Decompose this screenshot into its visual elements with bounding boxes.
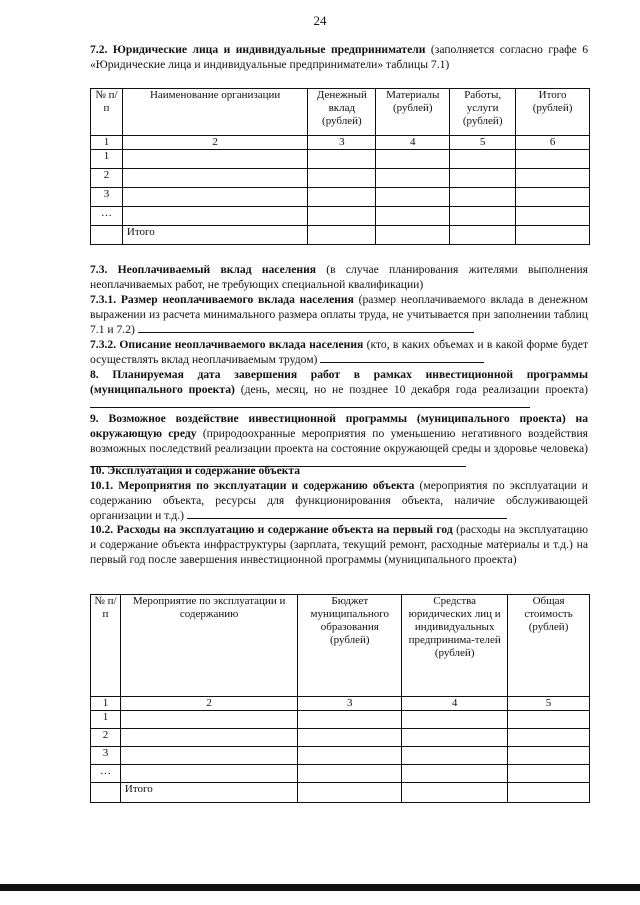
table1-col-number: 1 bbox=[91, 136, 123, 150]
cell bbox=[516, 226, 590, 245]
table1-col-number: 3 bbox=[308, 136, 376, 150]
cell bbox=[376, 207, 450, 226]
cell bbox=[122, 169, 307, 188]
cell bbox=[120, 747, 297, 765]
table2-header-cell: № п/п bbox=[91, 595, 121, 697]
table2-total-row bbox=[91, 783, 590, 803]
cell bbox=[508, 765, 590, 783]
section-7-3-2-text: (кто, в каких объемах и в какой форме будет осуществлять вклад неоплачиваемым трудом) bbox=[90, 338, 589, 366]
row-number: 3 bbox=[91, 747, 121, 765]
section-10-1-text: (мероприятия по эксплуатации и содержанию объекта, ресурсы для функционирования объекта, наличие обслуживающей организации и т.д.) bbox=[90, 479, 588, 522]
table2-col-number: 1 bbox=[91, 697, 121, 711]
section-10-title: 10. Эксплуатация и содержание объекта bbox=[90, 464, 301, 477]
table-row bbox=[91, 711, 590, 729]
table1-number-row bbox=[91, 136, 590, 150]
section-10-2 bbox=[90, 522, 588, 567]
table2-col-number: 4 bbox=[402, 697, 508, 711]
row-number: 2 bbox=[91, 169, 123, 188]
table2-header-row bbox=[91, 595, 590, 697]
cell bbox=[308, 188, 376, 207]
scan-edge-bar bbox=[0, 884, 640, 891]
cell bbox=[122, 207, 307, 226]
section-10 bbox=[90, 463, 588, 478]
section-7-3-2 bbox=[90, 337, 588, 367]
cell bbox=[298, 711, 402, 729]
cell bbox=[298, 783, 402, 803]
table2-col-number: 3 bbox=[298, 697, 402, 711]
cell bbox=[450, 169, 516, 188]
cell bbox=[308, 207, 376, 226]
row-number: 2 bbox=[91, 729, 121, 747]
row-number: … bbox=[91, 207, 123, 226]
table-row bbox=[91, 169, 590, 188]
cell bbox=[450, 226, 516, 245]
table-row bbox=[91, 188, 590, 207]
cell bbox=[376, 188, 450, 207]
cell bbox=[122, 188, 307, 207]
cell bbox=[516, 169, 590, 188]
section-7-2-text: (заполняется согласно графе 6 «Юридические лица и индивидуальные предприниматели» таблицы 7.1) bbox=[90, 43, 588, 71]
table1-col-number: 6 bbox=[516, 136, 590, 150]
section-7-3-title: 7.3. Неоплачиваемый вклад населения bbox=[90, 263, 317, 276]
cell bbox=[450, 188, 516, 207]
cell bbox=[450, 150, 516, 169]
row-number: … bbox=[91, 765, 121, 783]
cell bbox=[122, 150, 307, 169]
section-10-2-title: 10.2. Расходы на эксплуатацию и содержание объекта на первый год bbox=[90, 523, 453, 536]
table-row bbox=[91, 207, 590, 226]
total-label: Итого bbox=[120, 783, 297, 803]
section-7-2-number: 7.2. bbox=[90, 43, 108, 56]
section-10-1 bbox=[90, 478, 588, 523]
cell bbox=[298, 729, 402, 747]
section-9-title: 9. Возможное воздействие инвестиционной программы (муниципального проекта) на окружающую среду bbox=[90, 412, 588, 440]
cell bbox=[376, 226, 450, 245]
table1-header-cell: № п/п bbox=[91, 89, 123, 136]
answer-line[interactable] bbox=[320, 352, 484, 363]
table1-total-row bbox=[91, 226, 590, 245]
cell bbox=[120, 711, 297, 729]
table1-header-row bbox=[91, 89, 590, 136]
cell bbox=[516, 207, 590, 226]
table1-header-cell: Денежный вклад (рублей) bbox=[308, 89, 376, 136]
section-9-text: (природоохранные мероприятия по уменьшению негативного воздействия возможных последствий реализации проекта на состояние окружающей среды и здоровье человека) bbox=[90, 427, 588, 455]
cell bbox=[508, 747, 590, 765]
section-7-3-1 bbox=[90, 292, 588, 337]
cell bbox=[402, 747, 508, 765]
section-10-2-text: (расходы на эксплуатацию и содержание объекта инфраструктуры (зарплата, текущий ремонт, расходные материалы и т.д.) на первый год после завершения инвестиционной программы (муниципального проекта) bbox=[90, 523, 589, 566]
section-9 bbox=[90, 411, 588, 471]
section-7-2-title: Юридические лица и индивидуальные предприниматели bbox=[112, 43, 426, 56]
section-7-3-2-title: 7.3.2. Описание неоплачиваемого вклада населения bbox=[90, 338, 364, 351]
cell bbox=[298, 747, 402, 765]
cell bbox=[516, 188, 590, 207]
section-10-1-title: 10.1. Мероприятия по эксплуатации и содержанию объекта bbox=[90, 479, 415, 492]
cell bbox=[120, 729, 297, 747]
row-number: 1 bbox=[91, 150, 123, 169]
row-number: 3 bbox=[91, 188, 123, 207]
table2-header-cell: Мероприятие по эксплуатации и содержанию bbox=[120, 595, 297, 697]
table2-header-cell: Бюджет муниципального образования (рублей) bbox=[298, 595, 402, 697]
cell bbox=[508, 729, 590, 747]
table1-header-cell: Наименование организации bbox=[122, 89, 307, 136]
cell bbox=[402, 765, 508, 783]
cell bbox=[516, 150, 590, 169]
table-row bbox=[91, 747, 590, 765]
table2-col-number: 5 bbox=[508, 697, 590, 711]
table-row bbox=[91, 765, 590, 783]
cell bbox=[402, 783, 508, 803]
answer-line[interactable] bbox=[138, 322, 474, 333]
answer-line[interactable] bbox=[187, 508, 507, 519]
section-7-3-text: (в случае планирования жителями выполнения неоплачиваемых работ, не требующих специальной квалификации) bbox=[90, 263, 588, 291]
total-label: Итого bbox=[122, 226, 307, 245]
table2-col-number: 2 bbox=[120, 697, 297, 711]
cell bbox=[376, 169, 450, 188]
cell bbox=[508, 783, 590, 803]
cell bbox=[308, 226, 376, 245]
table1-header-cell: Материалы (рублей) bbox=[376, 89, 450, 136]
table1-col-number: 5 bbox=[450, 136, 516, 150]
cell bbox=[91, 226, 123, 245]
row-number: 1 bbox=[91, 711, 121, 729]
section-8 bbox=[90, 367, 588, 412]
cell bbox=[376, 150, 450, 169]
page-number: 24 bbox=[313, 13, 327, 28]
table1-header-cell: Итого (рублей) bbox=[516, 89, 590, 136]
legal-entities-table bbox=[90, 88, 590, 245]
section-7-3-1-text: (размер неоплачиваемого вклада в денежном выражении из расчета минимального размера оплаты труда, не учитывается при заполнении таблиц 7.1 и 7.2) bbox=[90, 293, 588, 336]
section-8-title: 8. Планируемая дата завершения работ в рамках инвестиционной программы (муниципального проекта) bbox=[90, 368, 588, 396]
table-row bbox=[91, 729, 590, 747]
table2-header-cell: Общая стоимость (рублей) bbox=[508, 595, 590, 697]
table-row bbox=[91, 150, 590, 169]
answer-line[interactable] bbox=[90, 397, 530, 408]
section-8-text: (день, месяц, но не позднее 10 декабря года реализации проекта) bbox=[234, 383, 588, 396]
cell bbox=[450, 207, 516, 226]
cell bbox=[298, 765, 402, 783]
cell bbox=[91, 783, 121, 803]
cell bbox=[308, 150, 376, 169]
table2-header-cell: Средства юридических лиц и индивидуальных предпринима-телей (рублей) bbox=[402, 595, 508, 697]
table2-number-row bbox=[91, 697, 590, 711]
section-7-2 bbox=[90, 42, 588, 72]
cell bbox=[402, 711, 508, 729]
cell bbox=[402, 729, 508, 747]
maintenance-costs-table bbox=[90, 594, 590, 803]
table1-header-cell: Работы, услуги (рублей) bbox=[450, 89, 516, 136]
cell bbox=[508, 711, 590, 729]
section-7-3-1-title: 7.3.1. Размер неоплачиваемого вклада населения bbox=[90, 293, 354, 306]
section-7-3 bbox=[90, 262, 588, 292]
cell bbox=[308, 169, 376, 188]
table1-col-number: 4 bbox=[376, 136, 450, 150]
table1-col-number: 2 bbox=[122, 136, 307, 150]
cell bbox=[120, 765, 297, 783]
